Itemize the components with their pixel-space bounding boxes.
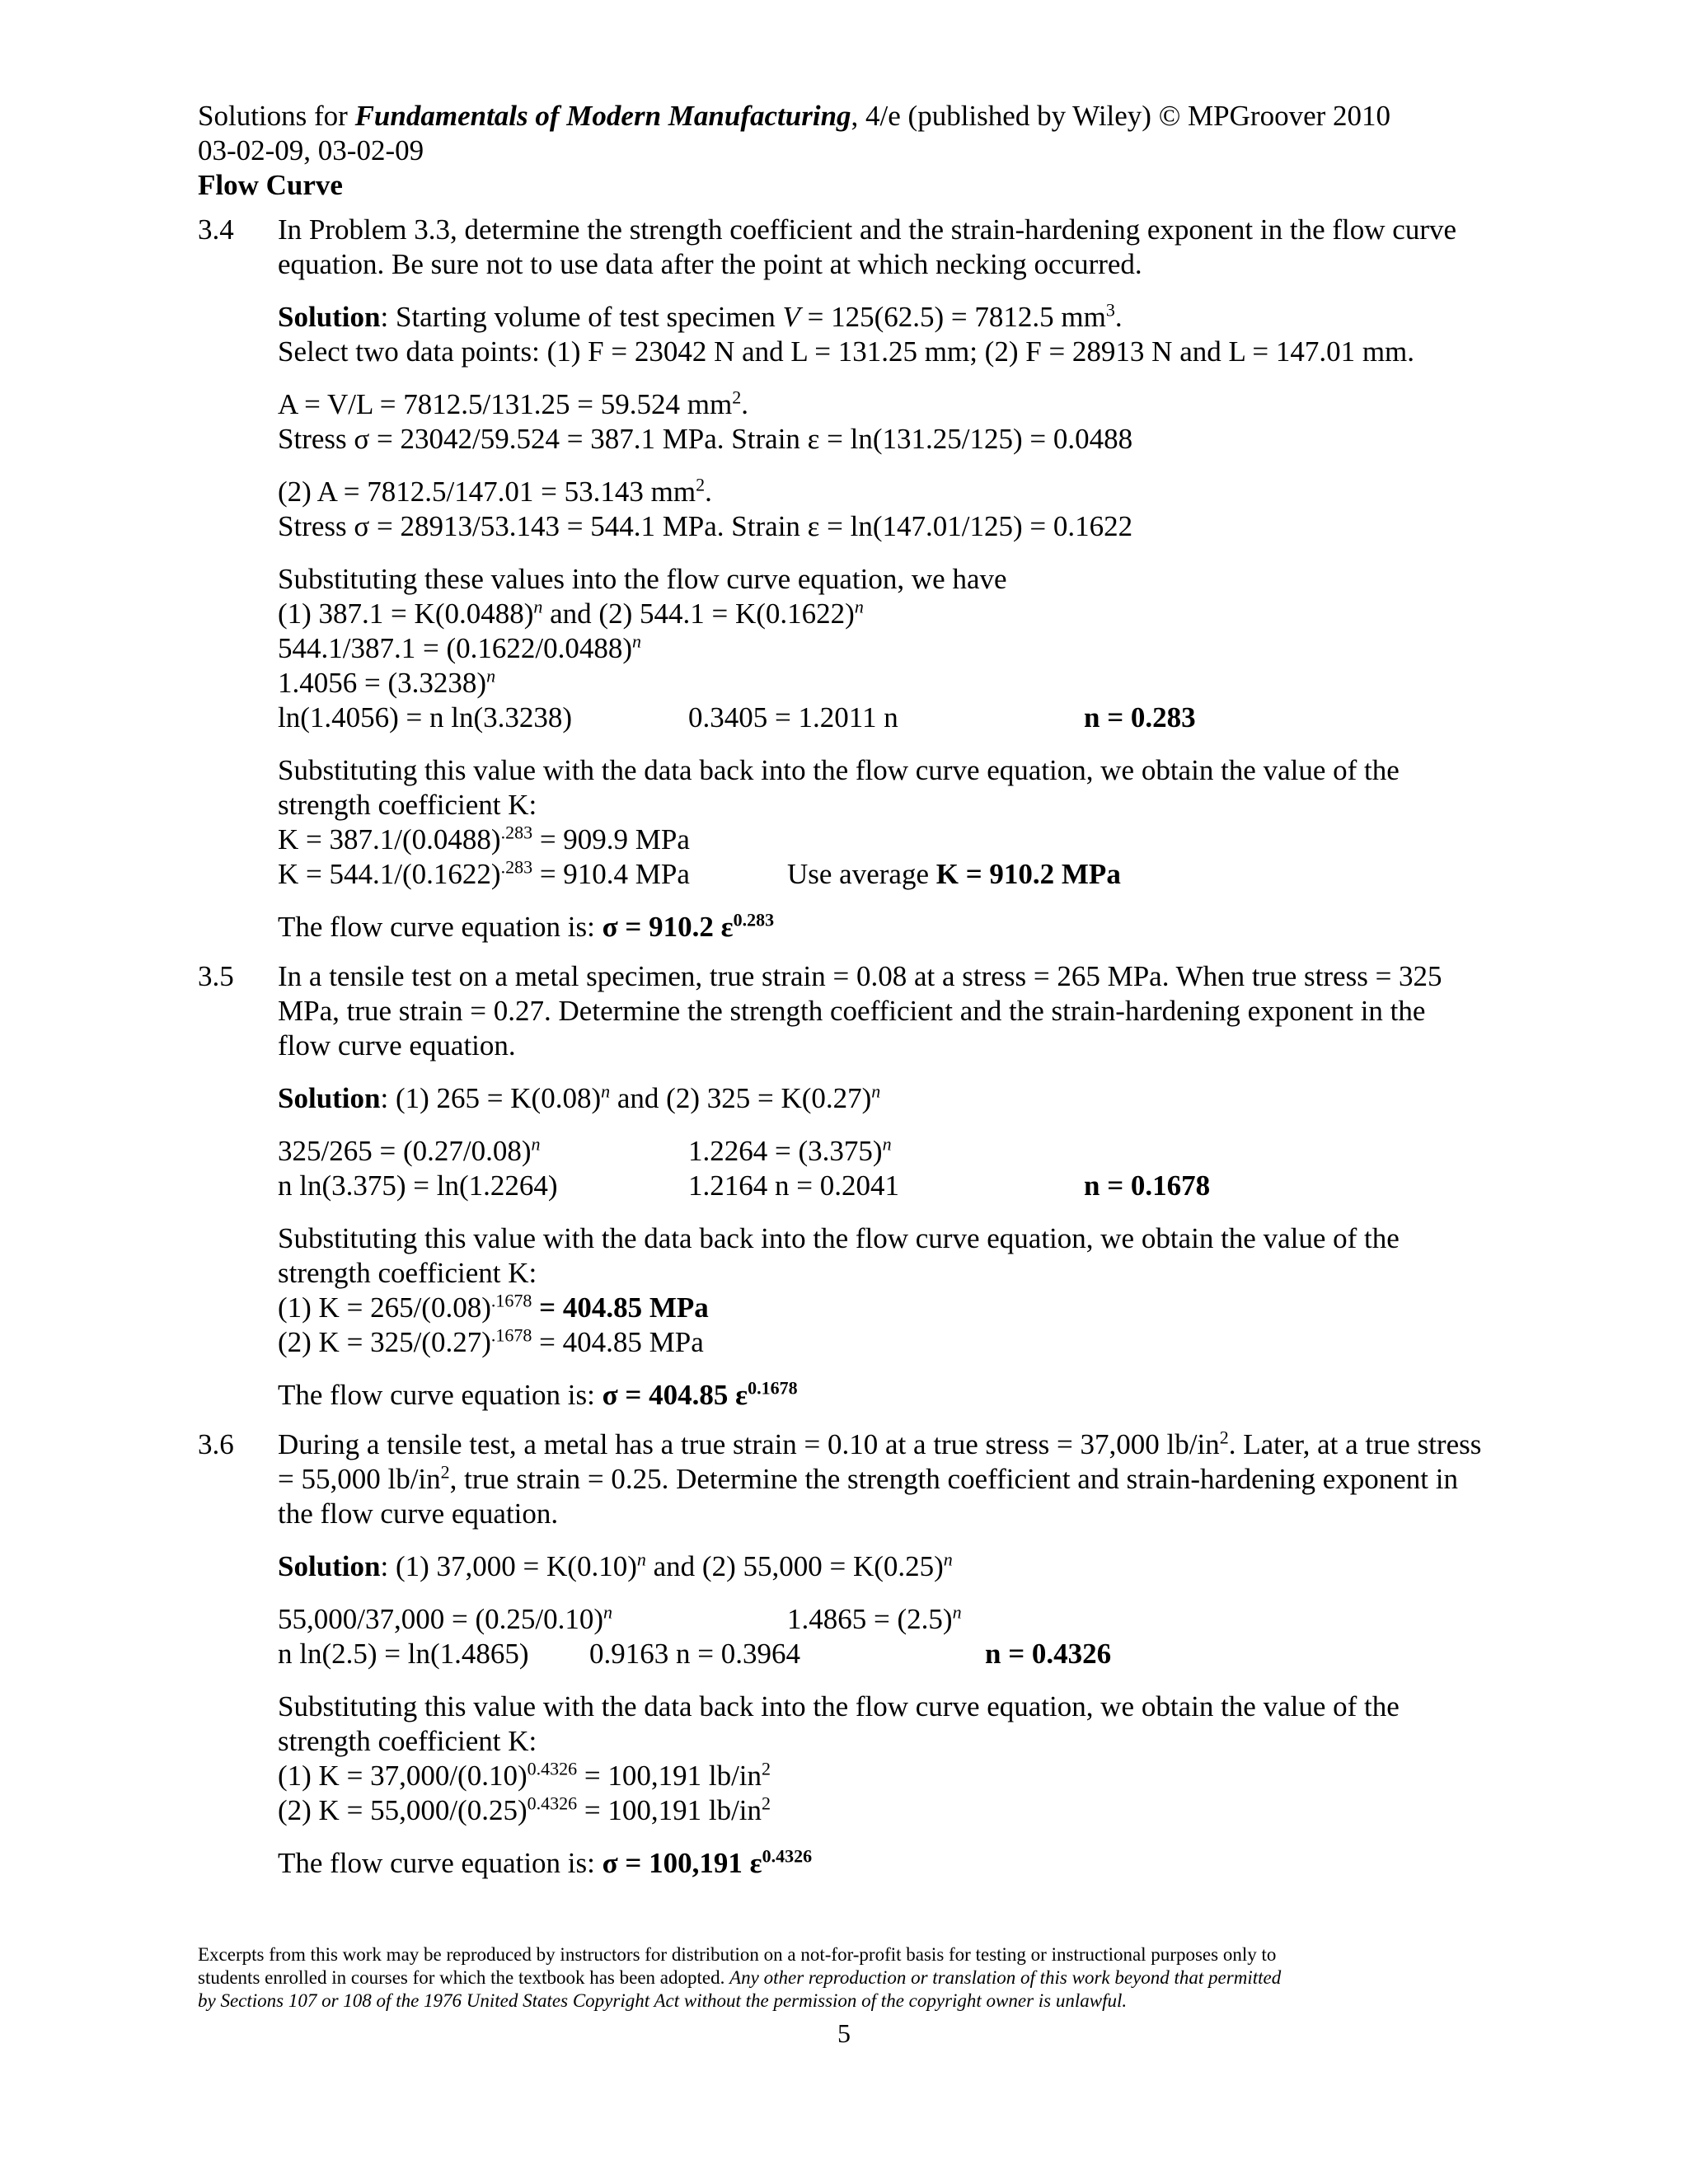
problem-question: In Problem 3.3, determine the strength coefficient and the strain-hardening exponent in the flow curve equation. Be sure not to use data after the point at which necking occurred. [278,213,1457,280]
solution-label: Solution [278,301,381,333]
problem-number: 3.5 [198,960,234,992]
problem-body [278,213,1485,944]
solution-setup: Solution: Starting volume of test specimen V = 125(62.5) = 7812.5 $mm^3$. Select two data points: (1) F = 23042 N and L = 131.25 mm; (2) F = 28913 N and L = 147.01 mm. [278,300,1485,369]
problem-question: In a tensile test on a metal specimen, true strain = 0.08 at a stress = 265 MPa. When true stress = 325 MPa, true strain = 0.27. Determine the strength coefficient and the strain-hardening exponent in the flow curve equation. [278,960,1442,1062]
coefficient-derivation: Substituting this value with the data back into the flow curve equation, we obtain the value of the strength coefficient K: $K = 387.1/(0.0488)^{.283} = 909.9$ MPa $K = 544.1/(0.1622)^{.283} = 910.4$ MPa Use average K = 910.2 MPa [278,754,1400,890]
flow-curve-result: The flow curve equation is: σ = 404.85 $\varepsilon^{0.1678}$ [278,1377,798,1411]
solution-setup: Solution: (1) $37,000 = K(0.10)^n$ and (2) $55,000 = K(0.25)^n$ [278,1549,953,1582]
coefficient-result: K = 910.2 MPa [935,858,1121,890]
problem-body [278,959,1485,1413]
exponent-result: n = 0.4326 [985,1638,1112,1670]
exponent-derivation: $325/265 = (0.27/0.08)^n$ $1.2264 = (3.375)^n$ n ln(3.375) = ln(1.2264) 1.2164 n = 0.2041 n = 0.1678 [278,1133,1211,1202]
section-title: Flow Curve [198,169,343,201]
coefficient-result: = 404.85 MPa [532,1291,709,1324]
copyright-footer: Excerpts from this work may be reproduced by instructors for distribution on a not-for-profit basis for testing or instructional purposes only to students enrolled in courses for which the textbook has been adopted. Any other reproduction or translation of this work beyond that permitted by Sections 107 or 108 of the 1976 United States Copyright Act without the permission of the copyright owner is unlawful. [198,1944,1282,2011]
coefficient-derivation: Substituting this value with the data back into the flow curve equation, we obtain the value of the strength coefficient K: (1) $K = 265/(0.08)^{.1678} = 404.85$ MPa (2) $K = 325/(0.27)^{.1678} = 404.85$ MPa [278,1222,1400,1358]
solution-label: Solution [278,1550,381,1582]
exponent-derivation: Substituting these values into the flow curve equation, we have (1) $387.1 = K(0.0488)^n$ and (2) $544.1 = K(0.1622)^n$ $544.1/387.1 = (0.1622/0.0488)^n$ $1.4056 = (3.3238)^n$ ln(1.4056) = n ln(3.3238) 0.3405 = 1.2011 n n = 0.283 [278,563,1196,733]
header-citation: Solutions for Fundamentals of Modern Manufacturing, 4/e (published by Wiley) © MPGroover 2010 [198,100,1391,132]
exponent-result: n = 0.1678 [1084,1169,1211,1202]
coefficient-derivation: Substituting this value with the data back into the flow curve equation, we obtain the value of the strength coefficient K: (1) $K = 37,000/(0.10)^{0.4326} = 100,191$ $lb/in^2$ (2) $K = 55,000/(0.25)^{0.4326} = 100,191$ $lb/in^2$ [278,1690,1400,1826]
problem-number: 3.4 [198,213,234,246]
data-points-text: Select two data points: (1) F = 23042 N and L = 131.25 mm; (2) F = 28913 N and L = 147.01 mm. [278,335,1415,368]
solution-label: Solution [278,1082,381,1114]
problem-body [278,1427,1485,1881]
document-header [198,99,1517,203]
exponent-result: n = 0.283 [1084,701,1196,733]
book-title: Fundamentals of Modern Manufacturing [354,100,851,132]
flow-curve-result: The flow curve equation is: σ = 910.2 $\varepsilon^{0.283}$ [278,909,775,943]
solution-setup: Solution: (1) $265 = K(0.08)^n$ and (2) $325 = K(0.27)^n$ [278,1080,881,1114]
point-2-calc: (2) A = 7812.5/147.01 = 53.143 $mm^2$. Stress σ = 28913/53.143 = 544.1 MPa. Strain ε = ln(147.01/125) = 0.1622 [278,474,1133,542]
page-number: 5 [837,2018,851,2048]
flow-curve-result: The flow curve equation is: σ = 100,191 $\varepsilon^{0.4326}$ [278,1845,813,1879]
point-1-calc: A = V/L = 7812.5/131.25 = 59.524 $mm^2$. Stress σ = 23042/59.524 = 387.1 MPa. Strain ε = ln(131.25/125) = 0.0488 [278,387,1133,455]
problem-question: During a tensile test, a metal has a true strain = 0.10 at a true stress = 37,000 $lb/in^2$. Later, at a true stress = 55,000 $lb/in^2$, true strain = 0.25. Determine the strength coefficient and strain-hardening exponent in the flow curve equation. [278,1427,1482,1530]
exponent-derivation: $55,000/37,000 = (0.25/0.10)^n$ $1.4865 = (2.5)^n$ n ln(2.5) = ln(1.4865) 0.9163 n = 0.3964 n = 0.4326 [278,1601,1112,1670]
problem-number: 3.6 [198,1428,234,1460]
header-dates: 03-02-09, 03-02-09 [198,134,424,166]
